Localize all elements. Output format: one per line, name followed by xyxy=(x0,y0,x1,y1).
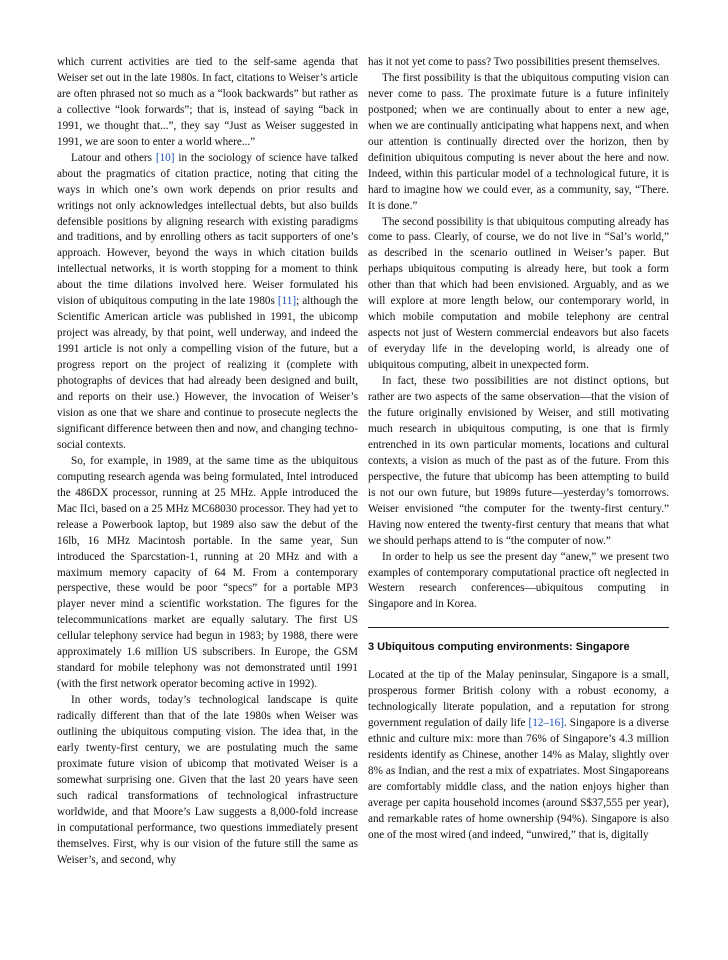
paragraph: In order to help us see the present day “anew,” we present two examples of contemporary computational practice oft neglected in Western research conferences—ubiquitous computing in Singapore and in Korea. xyxy=(368,550,669,611)
paragraph: The first possibility is that the ubiquitous computing vision can never come to pass. The proximate future is a future infinitely postponed; when we are continually about to enter a new age, when we are continually anticipating what happens next, and when our attention is continually directed over the horizon, then by definition ubiquitous computing is never about the here and now. Indeed, within this particular model of a technological future, it is hard to imagine how we could ever, as a community, say, “There. It is done.” xyxy=(368,71,669,212)
text-run: Latour and others xyxy=(71,151,156,164)
right-column xyxy=(368,55,669,844)
paragraph: has it not yet come to pass? Two possibilities present themselves. xyxy=(368,56,661,68)
citation-link[interactable]: [10] xyxy=(155,151,175,164)
section-divider xyxy=(368,627,669,628)
paragraph: which current activities are tied to the self-same agenda that Weiser set out in the late 1980s. In fact, citations to Weiser’s article are often phrased not so much as a “look backwards” but rather as a collective “look forwards”; that is, instead of saying “back in 1991, we thought that...”, they say “Just as Weiser suggested in 1991, we are soon to enter a world where...” xyxy=(57,56,359,148)
text-run: in the sociology of science have talked about the pragmatics of citation practice, noting that citing the ways in which one’s own work depends on prior results and writings not only acknowledges intellectual debts, but also builds defensible positions by aligning research with existing paradigms and traditions, and by enrolling others as tacit supporters of one’s approach. However, beyond the ways in which citation builds intellectual networks, it is worth stopping for a moment to think about the time dilations involved here. Weiser formulated his vision of ubiquitous computing in the late 1980s xyxy=(57,151,358,308)
text-run: . Singapore is a diverse ethnic and culture mix: more than 76% of Singapore’s 4.3 million residents identify as Chinese, another 14% as Malay, slightly over 8% as Indian, and the rest a mix of expatriates. Most Singaporeans are comfortably middle class, and the nation enjoys higher than average per capita household incomes (around S$37,555 per year), and remarkable rates of home ownership (94%). Singapore is also one of the most wired (and indeed, “unwired,” that is, digitally xyxy=(368,717,669,841)
section-heading: 3 Ubiquitous computing environments: Singapore xyxy=(368,641,630,654)
paragraph: So, for example, in 1989, at the same time as the ubiquitous computing research agenda was being formulated, Intel introduced the 486DX processor, running at 25 MHz. Apple introduced the Mac IIci, based on a 25 MHz MC68030 processor. They had yet to release a Powerbook laptop, but 1989 also saw the debut of the 16lb, 16 MHz Macintosh portable. In the same year, Sun introduced the Sparcstation-1, running at 20 MHz and with a maximum memory capacity of 64 M. From a contemporary perspective, these would be poor “specs” for a portable MP3 player never mind a scientific workstation. The figures for the telecommunications market are equally salutary. The first US cellular telephony service had begun in 1983; by 1988, there were approximately 1.6 million US subscribers. In Europe, the GSM standard for mobile telephony was not demonstrated until 1991 (with the first network operator becoming active in 1992). xyxy=(57,454,358,691)
citation-link[interactable]: [11] xyxy=(277,295,297,308)
left-column xyxy=(57,55,358,869)
paragraph xyxy=(368,668,669,843)
paragraph: In other words, today’s technological landscape is quite radically different than that of the late 1980s when Weiser was outlining the ubiquitous computing vision. The idea that, in the early twenty-first century, we are postulating much the same proximate future vision of ubicomp that motivated Weiser is a somewhat surprising one. Given that the last 20 years have seen such radical transformations of technological infrastructure worldwide, and that Moore’s Law suggests a 8,000-fold increase in computational performance, two questions immediately present themselves. First, why is our vision of the future still the same as Weiser’s, and second, why xyxy=(57,694,358,866)
text-run: ; although the Scientific American article was published in 1991, the ubicomp project was already, by that point, well underway, and indeed the 1991 article is not only a compelling vision of the future, but a progress report on the project of realizing it (complete with photographs of devices that had already been designed and built, and reports on their use.) However, the invocation of Weiser’s vision as one that we share and continue to prosecute neglects the significant difference between then and now, and changing techno-social contexts. xyxy=(57,295,358,451)
text-run: Located at the tip of the Malay peninsular, Singapore is a small, prosperous former British colony with a robust economy, a technologically literate population, and a reputation for strong government regulation of daily life xyxy=(368,669,669,730)
citation-link[interactable]: [12–16] xyxy=(528,717,564,730)
paragraph: The second possibility is that ubiquitous computing already has come to pass. Clearly, of course, we do not live in “Sal’s world,” as described in the scenario outlined in Weiser’s paper. But perhaps ubiquitous computing is already here, but took a form other than that which had been envisioned. Arguably, and as we will explore at more length below, our contemporary world, in which mobile computation and mobile telephony are central aspects not just of Western commercial endeavors but also facets of everyday life in the developing world, is already one of ubiquitous computing, albeit in unexpected form. xyxy=(368,215,669,372)
paragraph: In fact, these two possibilities are not distinct options, but rather are two aspects of the same observation—that the vision of the future originally envisioned by Weiser, and still motivating much research in ubiquitous computing, is one that is firmly entrenched in its own particular moments, locations and cultural contexts, a vision as much of the past as of the future. From this perspective, the future that ubicomp has been attempting to build is not our own future, but 1989s future—yesterday’s tomorrows. Weiser envisioned “the computer for the twenty-first century.” Having now entered the twenty-first century that means that what we should perhaps attend to is “the computer of now.” xyxy=(368,375,669,547)
paragraph xyxy=(57,151,358,454)
